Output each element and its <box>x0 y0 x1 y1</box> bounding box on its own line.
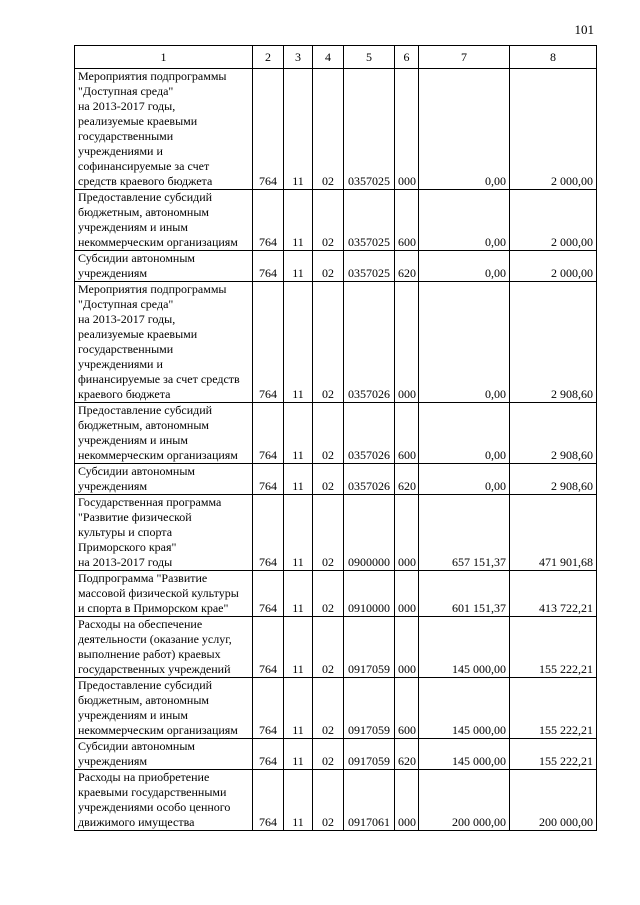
amount-col8: 2 000,00 <box>510 69 597 190</box>
subsection-code: 02 <box>313 770 344 831</box>
target-item-code: 0357026 <box>344 403 395 464</box>
subsection-code: 02 <box>313 571 344 617</box>
ministry-code: 764 <box>253 617 284 678</box>
subsection-code: 02 <box>313 739 344 770</box>
table-row <box>75 69 597 190</box>
table-row <box>75 571 597 617</box>
subsection-code: 02 <box>313 251 344 282</box>
expense-type-code: 000 <box>395 69 419 190</box>
target-item-code: 0357025 <box>344 69 395 190</box>
amount-col7: 0,00 <box>419 403 510 464</box>
section-code: 11 <box>284 69 313 190</box>
row-name: Субсидии автономным учреждениям <box>75 464 253 495</box>
target-item-code: 0357026 <box>344 282 395 403</box>
subsection-code: 02 <box>313 403 344 464</box>
section-code: 11 <box>284 464 313 495</box>
ministry-code: 764 <box>253 770 284 831</box>
amount-col8: 2 000,00 <box>510 190 597 251</box>
expense-type-code: 600 <box>395 403 419 464</box>
table-row <box>75 617 597 678</box>
ministry-code: 764 <box>253 495 284 571</box>
subsection-code: 02 <box>313 69 344 190</box>
amount-col7: 200 000,00 <box>419 770 510 831</box>
ministry-code: 764 <box>253 69 284 190</box>
table-row <box>75 464 597 495</box>
budget-table <box>74 45 597 831</box>
expense-type-code: 600 <box>395 190 419 251</box>
table-row <box>75 770 597 831</box>
column-header: 3 <box>284 46 313 69</box>
row-name: Расходы на приобретение краевыми государственными учреждениями особо ценного движимого имущества <box>75 770 253 831</box>
section-code: 11 <box>284 571 313 617</box>
amount-col7: 0,00 <box>419 69 510 190</box>
amount-col8: 2 908,60 <box>510 282 597 403</box>
row-name: Мероприятия подпрограммы "Доступная среда" на 2013-2017 годы, реализуемые краевыми государственными учреждениями и софинансируемые за счет средств краевого бюджета <box>75 69 253 190</box>
table-row <box>75 678 597 739</box>
expense-type-code: 000 <box>395 617 419 678</box>
column-header: 8 <box>510 46 597 69</box>
column-header: 7 <box>419 46 510 69</box>
column-header: 2 <box>253 46 284 69</box>
section-code: 11 <box>284 617 313 678</box>
amount-col7: 601 151,37 <box>419 571 510 617</box>
amount-col7: 0,00 <box>419 251 510 282</box>
expense-type-code: 620 <box>395 739 419 770</box>
amount-col8: 200 000,00 <box>510 770 597 831</box>
amount-col8: 471 901,68 <box>510 495 597 571</box>
subsection-code: 02 <box>313 617 344 678</box>
amount-col7: 0,00 <box>419 464 510 495</box>
expense-type-code: 000 <box>395 770 419 831</box>
expense-type-code: 000 <box>395 571 419 617</box>
row-name: Государственная программа "Развитие физической культуры и спорта Приморского края" на 2013-2017 годы <box>75 495 253 571</box>
section-code: 11 <box>284 282 313 403</box>
target-item-code: 0900000 <box>344 495 395 571</box>
table-row <box>75 739 597 770</box>
expense-type-code: 000 <box>395 282 419 403</box>
target-item-code: 0910000 <box>344 571 395 617</box>
section-code: 11 <box>284 739 313 770</box>
column-header: 5 <box>344 46 395 69</box>
section-code: 11 <box>284 770 313 831</box>
amount-col7: 657 151,37 <box>419 495 510 571</box>
amount-col8: 2 908,60 <box>510 464 597 495</box>
row-name: Предоставление субсидий бюджетным, автономным учреждениям и иным некоммерческим организациям <box>75 678 253 739</box>
expense-type-code: 620 <box>395 251 419 282</box>
section-code: 11 <box>284 678 313 739</box>
target-item-code: 0917061 <box>344 770 395 831</box>
row-name: Предоставление субсидий бюджетным, автономным учреждениям и иным некоммерческим организациям <box>75 190 253 251</box>
amount-col8: 413 722,21 <box>510 571 597 617</box>
row-name: Субсидии автономным учреждениям <box>75 251 253 282</box>
ministry-code: 764 <box>253 190 284 251</box>
target-item-code: 0357026 <box>344 464 395 495</box>
subsection-code: 02 <box>313 190 344 251</box>
expense-type-code: 600 <box>395 678 419 739</box>
expense-type-code: 620 <box>395 464 419 495</box>
amount-col8: 155 222,21 <box>510 617 597 678</box>
column-header: 6 <box>395 46 419 69</box>
table-row <box>75 251 597 282</box>
table-row <box>75 190 597 251</box>
row-name: Субсидии автономным учреждениям <box>75 739 253 770</box>
section-code: 11 <box>284 403 313 464</box>
row-name: Подпрограмма "Развитие массовой физической культуры и спорта в Приморском крае" <box>75 571 253 617</box>
ministry-code: 764 <box>253 403 284 464</box>
target-item-code: 0917059 <box>344 739 395 770</box>
section-code: 11 <box>284 495 313 571</box>
table-header-row <box>75 46 597 69</box>
table-row <box>75 403 597 464</box>
amount-col7: 145 000,00 <box>419 617 510 678</box>
section-code: 11 <box>284 251 313 282</box>
column-header: 4 <box>313 46 344 69</box>
amount-col7: 145 000,00 <box>419 739 510 770</box>
expense-type-code: 000 <box>395 495 419 571</box>
column-header: 1 <box>75 46 253 69</box>
target-item-code: 0357025 <box>344 190 395 251</box>
amount-col7: 0,00 <box>419 190 510 251</box>
subsection-code: 02 <box>313 495 344 571</box>
table-row <box>75 282 597 403</box>
target-item-code: 0917059 <box>344 617 395 678</box>
amount-col7: 0,00 <box>419 282 510 403</box>
target-item-code: 0357025 <box>344 251 395 282</box>
ministry-code: 764 <box>253 739 284 770</box>
ministry-code: 764 <box>253 464 284 495</box>
amount-col8: 2 000,00 <box>510 251 597 282</box>
target-item-code: 0917059 <box>344 678 395 739</box>
subsection-code: 02 <box>313 282 344 403</box>
row-name: Расходы на обеспечение деятельности (оказание услуг, выполнение работ) краевых государственных учреждений <box>75 617 253 678</box>
subsection-code: 02 <box>313 678 344 739</box>
ministry-code: 764 <box>253 571 284 617</box>
section-code: 11 <box>284 190 313 251</box>
amount-col8: 2 908,60 <box>510 403 597 464</box>
table-row <box>75 495 597 571</box>
amount-col8: 155 222,21 <box>510 739 597 770</box>
ministry-code: 764 <box>253 282 284 403</box>
ministry-code: 764 <box>253 678 284 739</box>
row-name: Предоставление субсидий бюджетным, автономным учреждениям и иным некоммерческим организациям <box>75 403 253 464</box>
ministry-code: 764 <box>253 251 284 282</box>
page-number: 101 <box>574 22 594 37</box>
subsection-code: 02 <box>313 464 344 495</box>
amount-col7: 145 000,00 <box>419 678 510 739</box>
row-name: Мероприятия подпрограммы "Доступная среда" на 2013-2017 годы, реализуемые краевыми государственными учреждениями и финансируемые за счет средств краевого бюджета <box>75 282 253 403</box>
amount-col8: 155 222,21 <box>510 678 597 739</box>
